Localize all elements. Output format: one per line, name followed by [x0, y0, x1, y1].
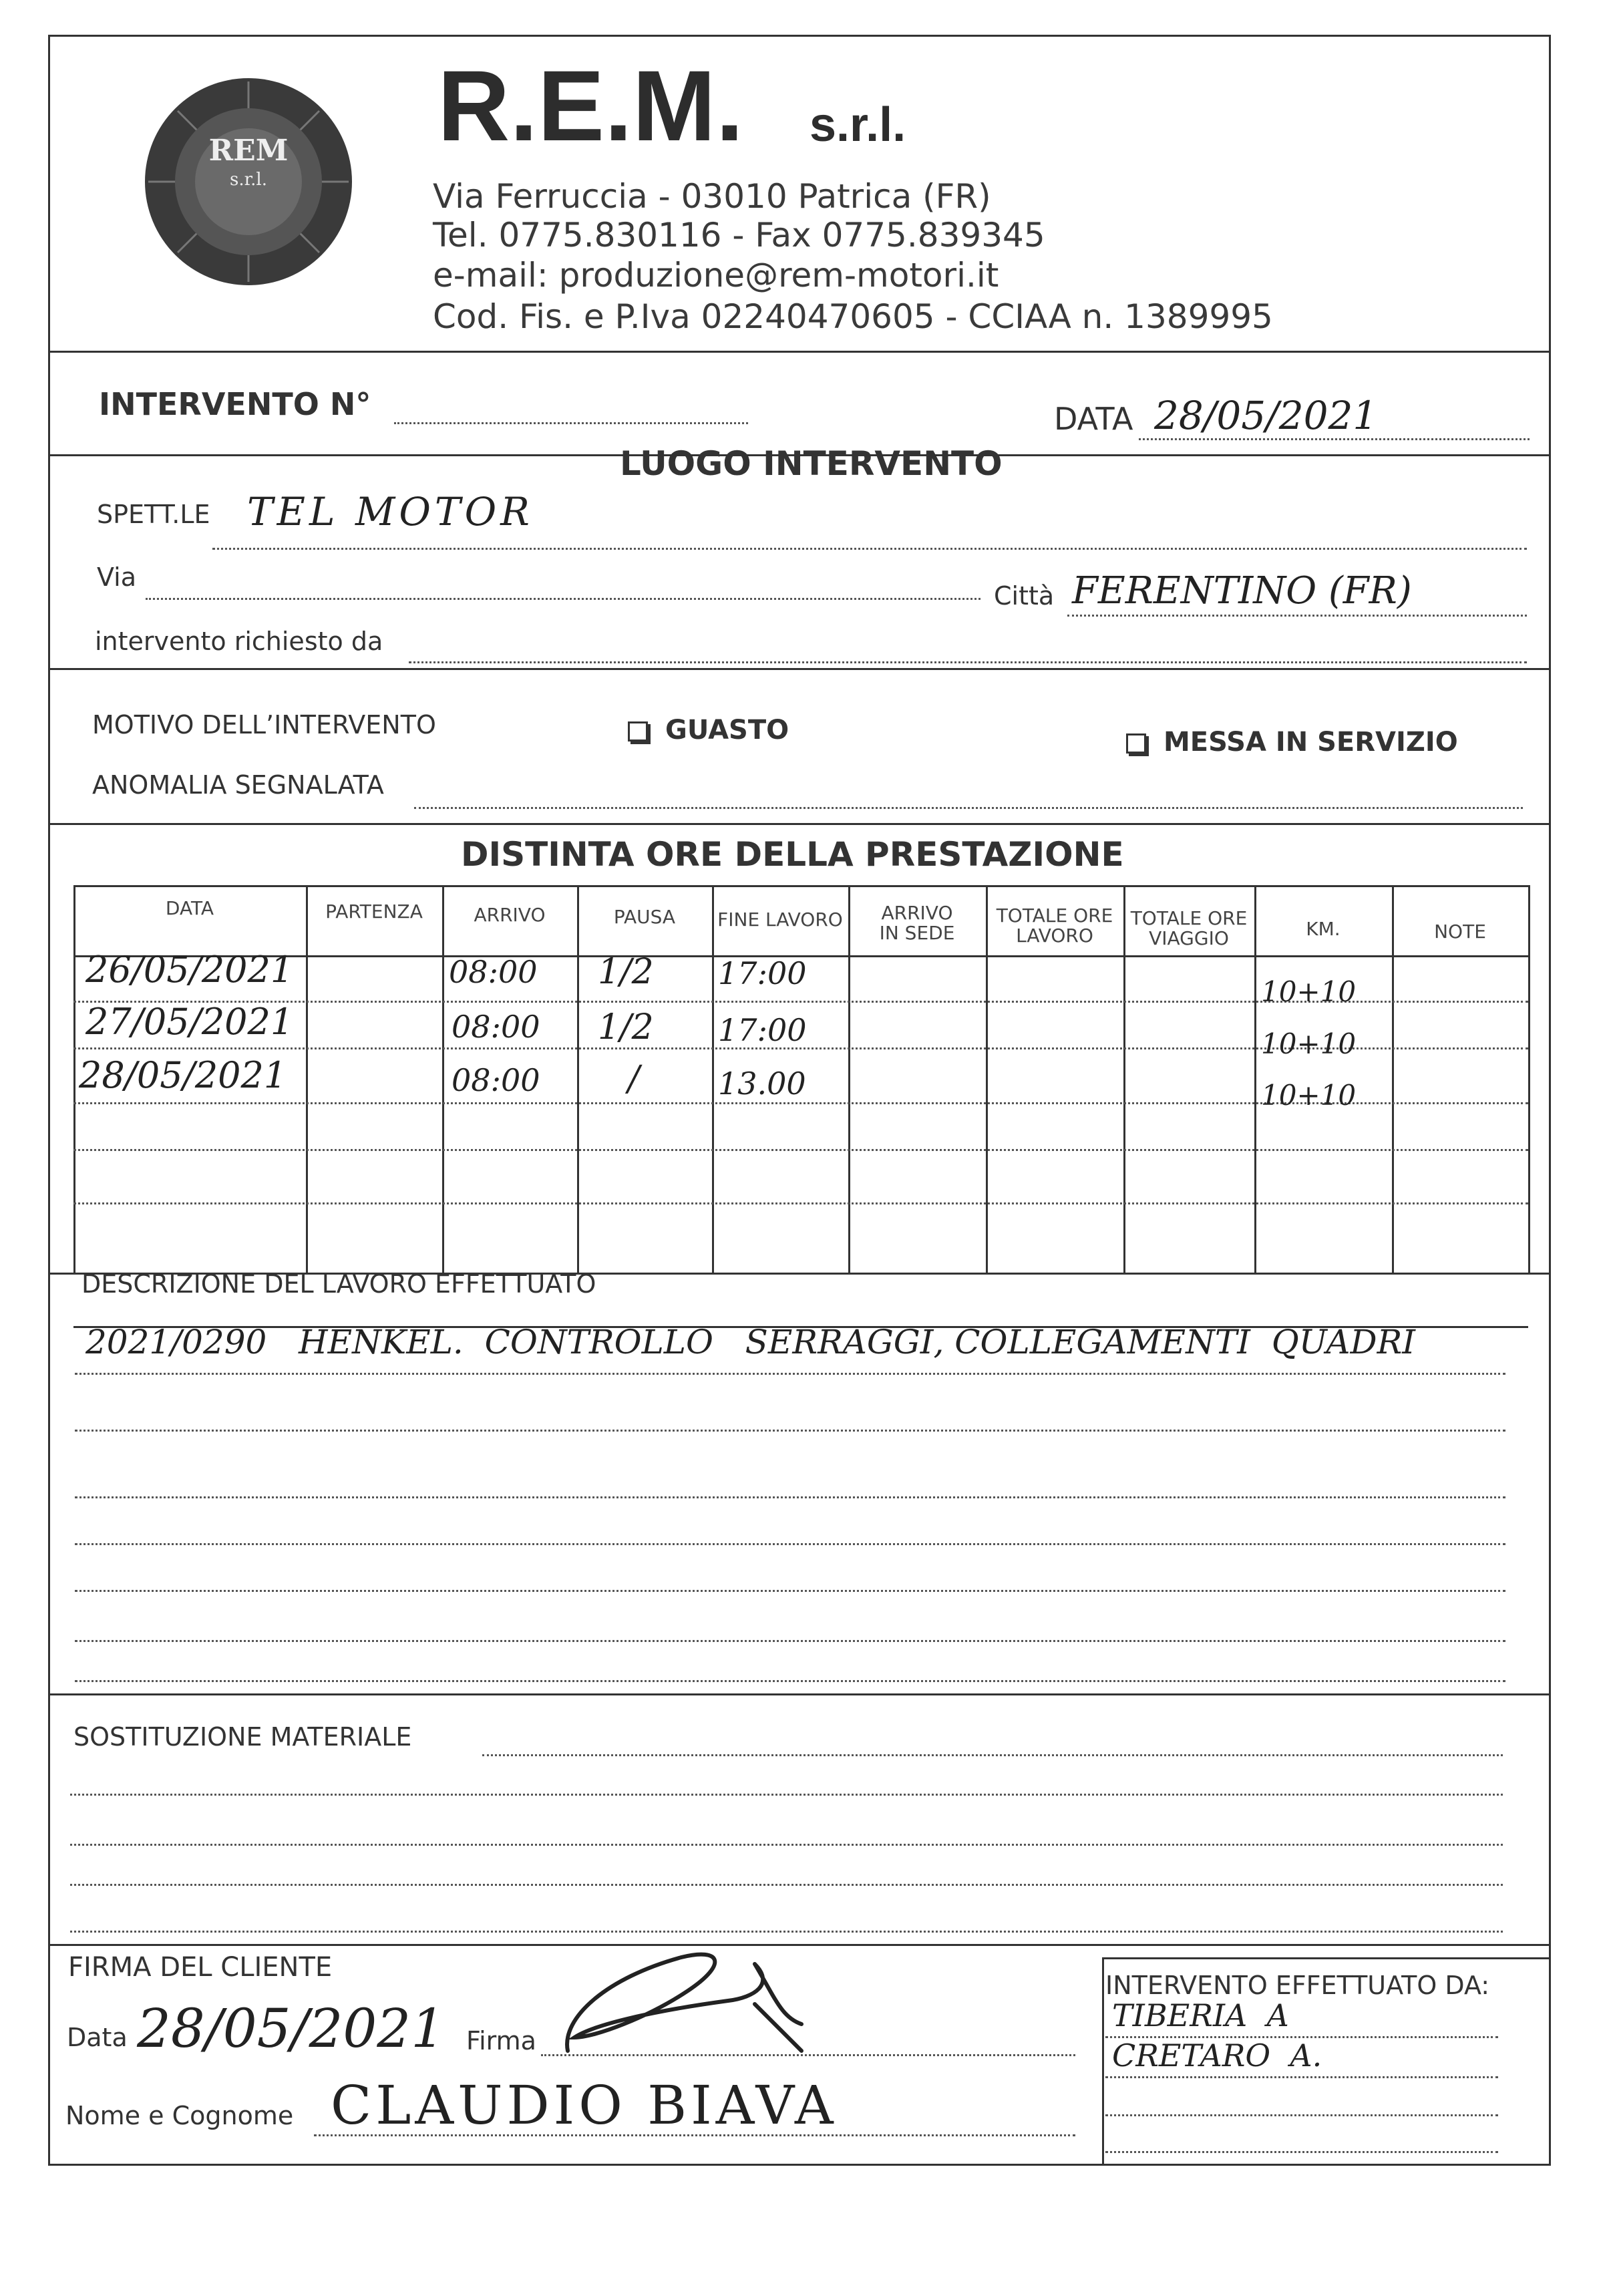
descrizione-line[interactable] [75, 1590, 1505, 1592]
date-field[interactable] [1139, 438, 1530, 440]
guasto-checkbox[interactable] [628, 721, 648, 742]
nome-value: CLAUDIO BIAVA [331, 2074, 838, 2136]
intervento-number-field[interactable] [394, 422, 748, 424]
firma-label: Firma [466, 2026, 536, 2056]
divider [48, 351, 1551, 353]
descrizione-line[interactable] [75, 1373, 1505, 1375]
motivo-label: MOTIVO DELL’INTERVENTO [92, 710, 436, 740]
table-top-border [73, 885, 1528, 887]
date-value: 28/05/2021 [1154, 393, 1378, 438]
guasto-option[interactable] [628, 715, 789, 746]
row2-data: 27/05/2021 [85, 1001, 294, 1043]
via-label: Via [97, 562, 137, 592]
firma-data-label: Data [67, 2023, 128, 2052]
company-address: Via Ferruccia - 03010 Patrica (FR) [433, 177, 991, 216]
technician-line[interactable] [1105, 2114, 1498, 2116]
date-label: DATA [1054, 401, 1133, 437]
sostituzione-line[interactable] [70, 1884, 1503, 1886]
nome-line[interactable] [314, 2134, 1075, 2136]
descrizione-line[interactable] [75, 1680, 1505, 1682]
firma-divider [1102, 1957, 1104, 2166]
sostituzione-line[interactable] [70, 1931, 1503, 1933]
sostituzione-line[interactable] [70, 1794, 1503, 1796]
table-col-separator [442, 885, 444, 1273]
col-header-arrivo: ARRIVO [474, 904, 546, 926]
intervento-number-label: INTERVENTO N° [99, 386, 371, 422]
col-header-arrivo-sede: ARRIVO IN SEDE [879, 902, 955, 944]
row3-arrivo: 08:00 [452, 1062, 540, 1098]
table-col-separator [1392, 885, 1394, 1273]
sostituzione-label: SOSTITUZIONE MATERIALE [73, 1722, 412, 1752]
spett-field[interactable] [212, 548, 1527, 550]
descrizione-label: DESCRIZIONE DEL LAVORO EFFETTUATO [81, 1269, 596, 1299]
company-name: R.E.M. [437, 49, 744, 162]
via-field[interactable] [146, 598, 980, 600]
client-signature [554, 1937, 835, 2071]
technician-line[interactable] [1105, 2151, 1498, 2153]
row1-fine: 17:00 [718, 955, 807, 991]
col-header-note: NOTE [1434, 921, 1486, 943]
guasto-label: GUASTO [665, 715, 789, 746]
divider [48, 1693, 1551, 1695]
messa-checkbox[interactable] [1126, 733, 1146, 754]
citta-label: Città [994, 581, 1055, 611]
sostituzione-line[interactable] [482, 1754, 1503, 1756]
luogo-title: LUOGO INTERVENTO [620, 444, 1003, 483]
row1-arrivo: 08:00 [449, 954, 538, 990]
descrizione-line[interactable] [75, 1543, 1505, 1545]
table-col-separator [1254, 885, 1256, 1273]
company-logo [142, 75, 355, 289]
row2-km: 10+10 [1261, 1027, 1357, 1060]
descrizione-line[interactable] [75, 1640, 1505, 1642]
row1-pausa: 1/2 [598, 952, 654, 992]
table-row-line [73, 1149, 1528, 1151]
col-header-totale-lavoro: TOTALE ORE LAVORO [996, 905, 1113, 947]
firma-data-value: 28/05/2021 [137, 1997, 445, 2060]
table-col-separator [577, 885, 579, 1273]
table-row-line [73, 1202, 1528, 1204]
firma-title: FIRMA DEL CLIENTE [68, 1952, 333, 1983]
row1-km: 10+10 [1261, 975, 1357, 1008]
table-col-separator [73, 885, 75, 1273]
messa-label: MESSA IN SERVIZIO [1164, 727, 1458, 758]
technician-2: CRETARO A. [1112, 2037, 1322, 2074]
spett-label: SPETT.LE [97, 500, 210, 529]
effettuato-top [1102, 1957, 1551, 1959]
row3-pausa: / [628, 1059, 640, 1099]
company-suffix: s.r.l. [810, 98, 906, 152]
row3-km: 10+10 [1261, 1079, 1357, 1112]
row2-fine: 17:00 [718, 1012, 807, 1048]
company-tax-info: Cod. Fis. e P.Iva 02240470605 - CCIAA n. 1389995 [433, 297, 1273, 336]
citta-value: FERENTINO (FR) [1072, 569, 1412, 613]
col-header-fine-lavoro: FINE LAVORO [717, 909, 843, 931]
col-header-pausa: PAUSA [613, 906, 676, 928]
richiesto-field[interactable] [409, 661, 1527, 663]
citta-field[interactable] [1067, 615, 1527, 617]
technician-line[interactable] [1105, 2076, 1498, 2078]
table-col-separator [306, 885, 308, 1273]
sostituzione-line[interactable] [70, 1844, 1503, 1846]
row2-arrivo: 08:00 [452, 1009, 540, 1045]
table-col-separator [1528, 885, 1530, 1273]
row3-data: 28/05/2021 [79, 1054, 287, 1096]
anomalia-field[interactable] [414, 807, 1523, 809]
row3-fine: 13.00 [718, 1065, 806, 1102]
row2-pausa: 1/2 [598, 1007, 654, 1047]
logo-text: REM [208, 134, 289, 168]
logo-subtext: s.r.l. [229, 170, 268, 190]
effettuato-label: INTERVENTO EFFETTUATO DA: [1105, 1971, 1490, 2000]
richiesto-label: intervento richiesto da [95, 627, 383, 656]
messa-option[interactable] [1126, 727, 1458, 758]
company-email: e-mail: produzione@rem-motori.it [433, 256, 999, 295]
divider [48, 668, 1551, 670]
technician-1: TIBERIA A [1112, 1997, 1289, 2033]
table-col-separator [848, 885, 850, 1273]
distinta-title: DISTINTA ORE DELLA PRESTAZIONE [461, 835, 1124, 874]
col-header-partenza: PARTENZA [325, 900, 423, 923]
spett-value: TEL MOTOR [247, 489, 534, 534]
divider [48, 823, 1551, 825]
col-header-totale-viaggio: TOTALE ORE VIAGGIO [1130, 907, 1248, 949]
col-header-km: KM. [1306, 918, 1340, 940]
descrizione-text: 2021/0290 HENKEL. CONTROLLO SERRAGGI, COLLEGAMENTI QUADRI [85, 1323, 1415, 1361]
col-header-data: DATA [165, 897, 214, 919]
table-col-separator [712, 885, 714, 1273]
anomalia-label: ANOMALIA SEGNALATA [92, 770, 384, 800]
nome-label: Nome e Cognome [65, 2101, 294, 2130]
descrizione-line[interactable] [75, 1430, 1505, 1432]
company-phone: Tel. 0775.830116 - Fax 0775.839345 [433, 216, 1045, 255]
row1-data: 26/05/2021 [85, 949, 294, 991]
descrizione-line[interactable] [75, 1496, 1505, 1498]
